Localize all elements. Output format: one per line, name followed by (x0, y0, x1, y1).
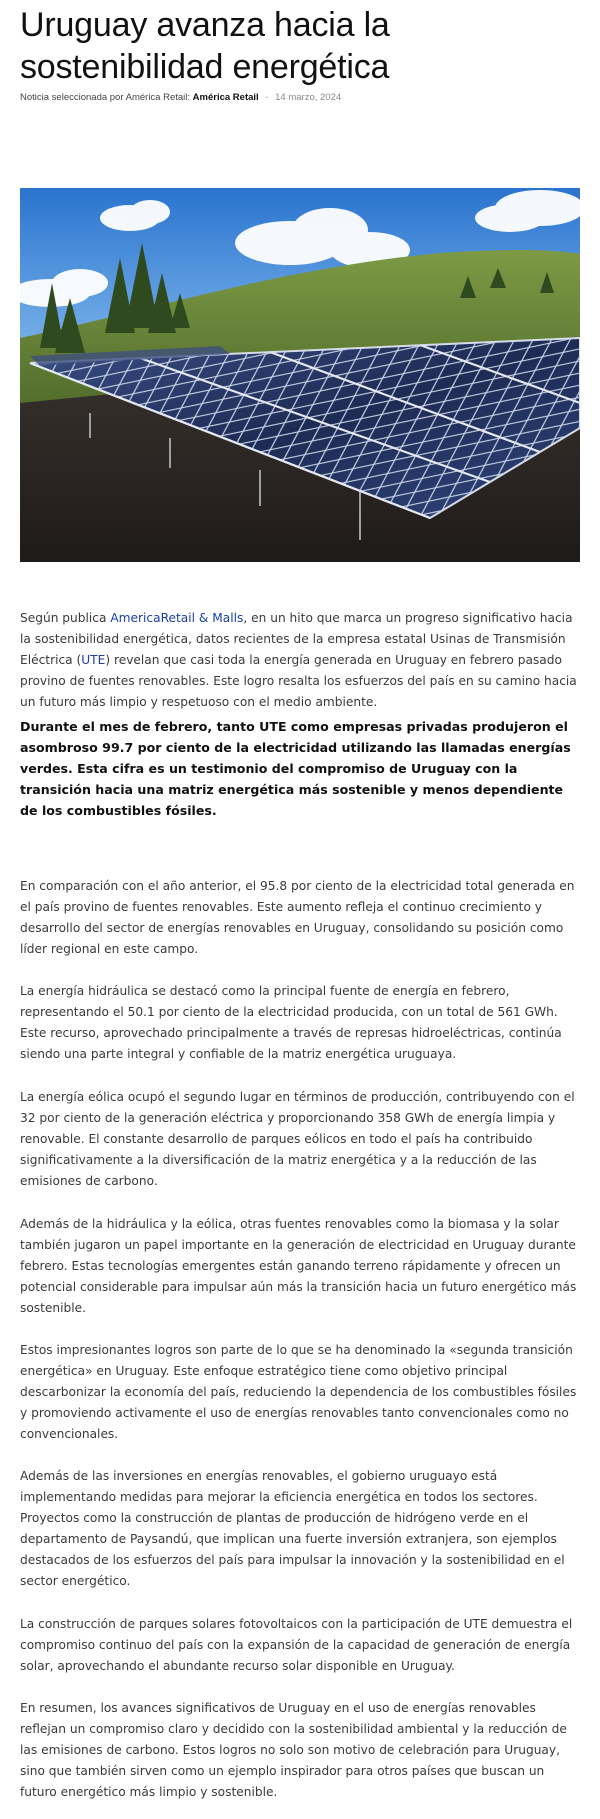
highlight-paragraph: Durante el mes de febrero, tanto UTE como empresas privadas produjeron el asombroso 99.7 por ciento de la electricidad utilizando las llamadas energías verdes. Esta cifra es un testimonio del compromiso de Uruguay con la transición hacia una matriz energética más sostenible y menos dependiente de los combustibles fósiles. (20, 719, 571, 818)
americaretail-link[interactable]: AmericaRetail & Malls (110, 611, 244, 625)
body-paragraph-4: Además de la hidráulica y la eólica, otras fuentes renovables como la biomasa y la solar también jugaron un papel importante en la generación de electricidad en Uruguay durante febrero. Estas tecnologías emergentes están ganando terreno rápidamente y ofrecen un potencial considerable para impulsar aún más la transición hacia un futuro energético más sostenible. (20, 1217, 577, 1315)
body-paragraph-1: En comparación con el año anterior, el 95.8 por ciento de la electricidad total generada en el país provino de fuentes renovables. Este aumento refleja el continuo crecimiento y desarrollo del sector de energías renovables en Uruguay, consolidando su posición como líder regional en este campo. (20, 879, 575, 956)
hero-image (20, 188, 580, 562)
body-paragraph-6: Además de las inversiones en energías renovables, el gobierno uruguayo está implementando medidas para mejorar la eficiencia energética en todos los sectores. Proyectos como la construcción de plantas de producción de hidrógeno verde en el departamento de Paysandú, que implican una fuerte inversión extranjera, son ejemplos destacados de los esfuerzos del país para impulsar la innovación y la sostenibilidad en el sector energético. (20, 1469, 565, 1588)
body-paragraph-3: La energía eólica ocupó el segundo lugar en términos de producción, contribuyendo con el 32 por ciento de la generación eléctrica y proporcionando 358 GWh de energía limpia y renovable. El constante desarrollo de parques eólicos en todo el país ha contribuido significativamente a la diversificación de la matriz energética y a la reducción de las emisiones de carbono. (20, 1090, 575, 1188)
body-paragraph-2: La energía hidráulica se destacó como la principal fuente de energía en febrero, representando el 50.1 por ciento de la electricidad producida, con un total de 561 GWh. Este recurso, aprovechado principalmente a través de represas hidroeléctricas, continúa siendo una parte integral y confiable de la matriz energética uruguaya. (20, 984, 562, 1061)
solar-panels-illustration (20, 188, 580, 562)
meta-author-link[interactable]: América Retail (192, 92, 259, 103)
body-paragraph-5: Estos impresionantes logros son parte de lo que se ha denominado la «segunda transición energética» en Uruguay. Este enfoque estratégico tiene como objetivo principal descarbonizar la economía del país, reduciendo la dependencia de los combustibles fósiles y promoviendo activamente el uso de energías renovables tanto convencionales como no convencionales. (20, 1343, 577, 1441)
meta-separator: - (265, 92, 269, 103)
article-meta (20, 92, 580, 103)
body-paragraph-8: En resumen, los avances significativos de Uruguay en el uso de energías renovables reflejan un compromiso claro y decidido con la sostenibilidad ambiental y la reducción de las emisiones de carbono. Estos logros no solo son motivo de celebración para Uruguay, sino que también sirven como un ejemplo inspirador para otros países que buscan un futuro energético más limpio y sostenible. (20, 1701, 567, 1799)
ute-link[interactable]: UTE (81, 653, 106, 667)
meta-date: 14 marzo, 2024 (275, 92, 342, 103)
article-title: Uruguay avanza hacia la sostenibilidad energética (20, 6, 390, 86)
body-paragraph-7: La construcción de parques solares fotovoltaicos con la participación de UTE demuestra el compromiso continuo del país con la expansión de la capacidad de generación de energía solar, aprovechando el abundante recurso solar disponible en Uruguay. (20, 1617, 573, 1673)
meta-prefix: Noticia seleccionada por América Retail: (20, 92, 191, 103)
intro-paragraph: Según publica AmericaRetail & Malls, en un hito que marca un progreso significativo hacia la sostenibilidad energética, datos recientes de la empresa estatal Usinas de Transmisión Eléctrica (UTE) revelan que casi toda la energía generada en Uruguay en febrero pasado provino de fuentes renovables. Este logro resalta los esfuerzos del país en su camino hacia un futuro más limpio y respetuoso con el medio ambiente. (20, 611, 577, 709)
